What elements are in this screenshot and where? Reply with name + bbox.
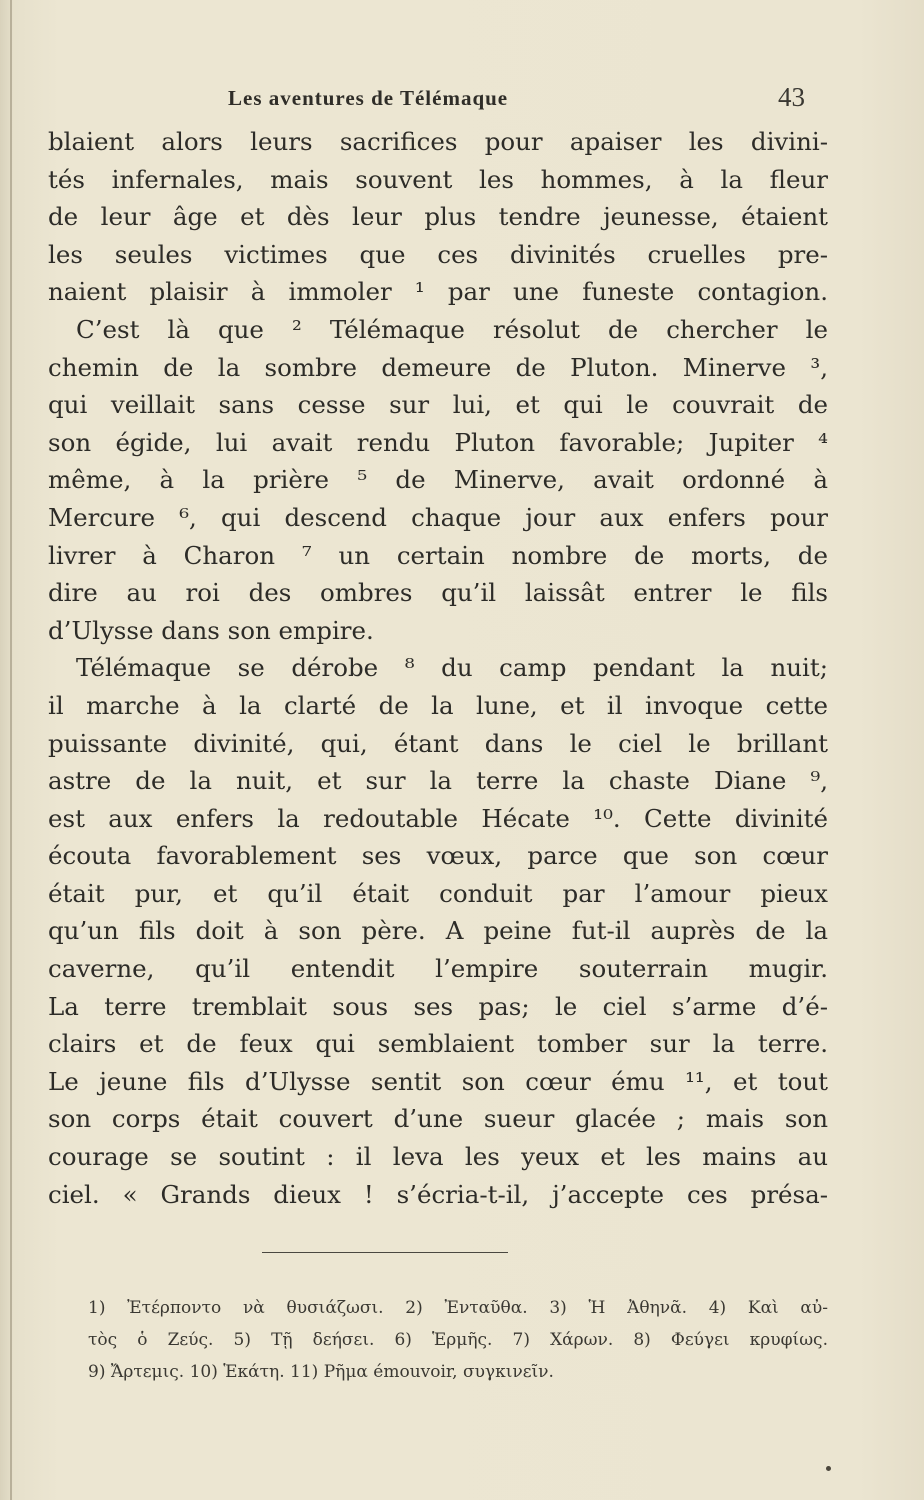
text-line: dire au roi des ombres qu’il laissât entrer le fils — [48, 578, 828, 608]
text-line: même, à la prière ⁵ de Minerve, avait ordonné à — [48, 465, 828, 495]
text-line: chemin de la sombre demeure de Pluton. Minerve ³, — [48, 352, 828, 382]
text-line: naient plaisir à immoler ¹ par une funeste contagion. — [48, 277, 828, 307]
text-line: Le jeune fils d’Ulysse sentit son cœur ému ¹¹, et tout — [48, 1066, 828, 1096]
text-line: qui veillait sans cesse sur lui, et qui le couvrait de — [48, 390, 828, 420]
text-line: tés infernales, mais souvent les hommes, à la fleur — [48, 164, 828, 194]
footnote-line: 9) Ἄρτεμις. 10) Ἑκάτη. 11) Ρῆμα émouvoir, συγκινεῖν. — [88, 1362, 554, 1382]
text-line: son égide, lui avait rendu Pluton favorable; Jupiter ⁴ — [48, 427, 828, 457]
footnote-separator — [262, 1252, 508, 1253]
footnote-line: τὸς ὁ Ζεύς. 5) Τῇ δεήσει. 6) Ἑρμῆς. 7) Χάρων. 8) Φεύγει κρυφίως. — [88, 1330, 828, 1350]
page-number: 43 — [778, 82, 805, 112]
text-line: il marche à la clarté de la lune, et il invoque cette — [48, 690, 828, 720]
text-line: qu’un fils doit à son père. A peine fut-il auprès de la — [48, 916, 828, 946]
text-line: Mercure ⁶, qui descend chaque jour aux enfers pour — [48, 502, 828, 532]
paragraph-start-line: C’est là que ² Télémaque résolut de chercher le — [76, 314, 828, 344]
text-line: clairs et de feux qui semblaient tomber sur la terre. — [48, 1029, 828, 1059]
text-line: était pur, et qu’il était conduit par l’amour pieux — [48, 878, 828, 908]
text-line: courage se soutint : il leva les yeux et les mains au — [48, 1142, 828, 1172]
paragraph-start-line: Télémaque se dérobe ⁸ du camp pendant la nuit; — [76, 653, 828, 683]
text-line: écouta favorablement ses vœux, parce que son cœur — [48, 841, 828, 871]
text-line: caverne, qu’il entendit l’empire souterrain mugir. — [48, 954, 828, 984]
binding-edge — [10, 0, 12, 1500]
text-line: de leur âge et dès leur plus tendre jeunesse, étaient — [48, 202, 828, 232]
footnotes — [88, 1292, 828, 1388]
text-line: livrer à Charon ⁷ un certain nombre de morts, de — [48, 540, 828, 570]
page-header — [0, 82, 924, 116]
paper-speck — [826, 1466, 831, 1471]
text-line: les seules victimes que ces divinités cruelles pre- — [48, 239, 828, 269]
text-line: astre de la nuit, et sur la terre la chaste Diane ⁹, — [48, 766, 828, 796]
text-line: La terre tremblait sous ses pas; le ciel s’arme d’é- — [48, 991, 828, 1021]
text-line: puissante divinité, qui, étant dans le ciel le brillant — [48, 728, 828, 758]
text-line: ciel. « Grands dieux ! s’écria-t-il, j’accepte ces présa- — [48, 1179, 828, 1209]
text-line: blaient alors leurs sacrifices pour apaiser les divini- — [48, 127, 828, 156]
paragraph-end-line: d’Ulysse dans son empire. — [48, 615, 374, 645]
running-title: Les aventures de Télémaque — [228, 86, 509, 110]
footnote-line: 1) Ἐτέρποντο νὰ θυσιάζωσι. 2) Ἐνταῦθα. 3) Ἡ Ἀθηνᾶ. 4) Καὶ αὐ- — [88, 1298, 828, 1318]
text-line: est aux enfers la redoutable Hécate ¹⁰. Cette divinité — [48, 803, 828, 833]
text-line: son corps était couvert d’une sueur glacée ; mais son — [48, 1104, 828, 1134]
body-text — [48, 123, 828, 1213]
